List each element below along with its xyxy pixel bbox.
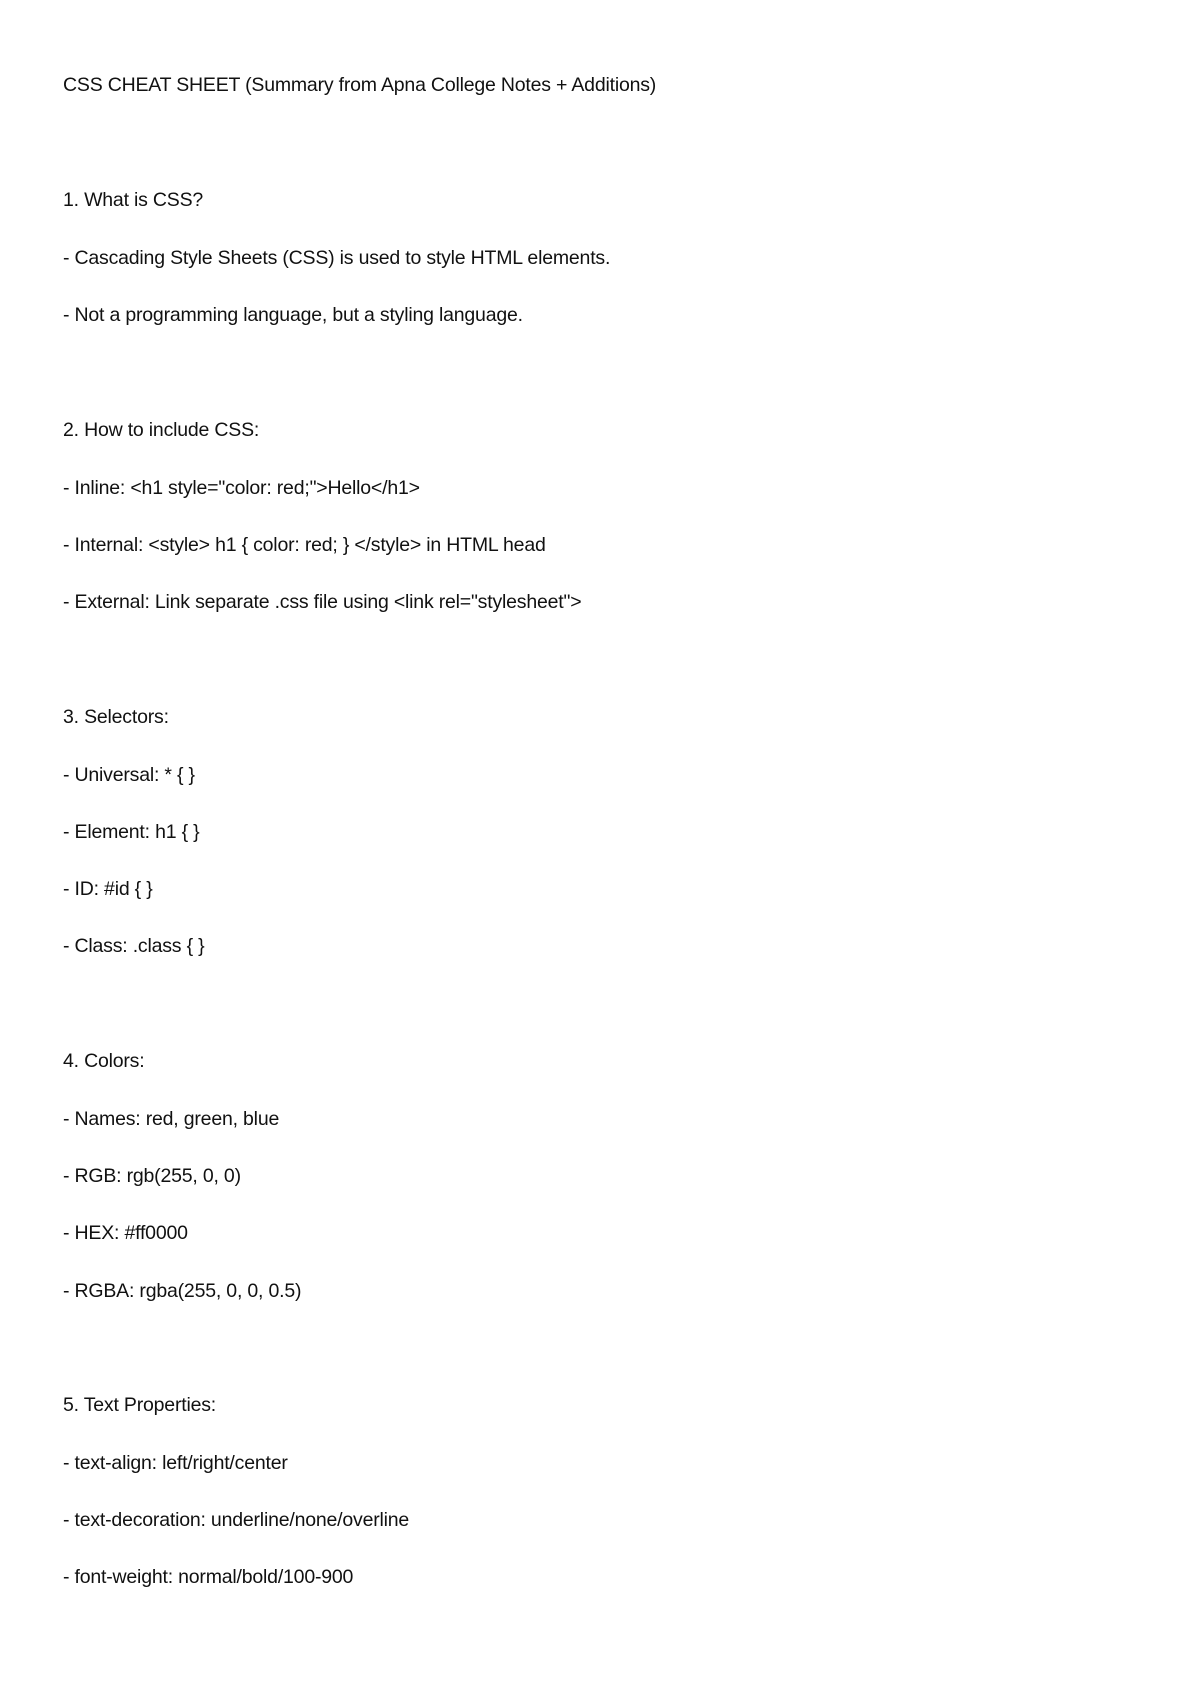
list-item: - Universal: * { } xyxy=(63,764,195,786)
section-heading-colors: 4. Colors: xyxy=(63,1050,145,1072)
list-item: - HEX: #ff0000 xyxy=(63,1222,188,1244)
list-item: - text-align: left/right/center xyxy=(63,1452,288,1474)
list-item: - ID: #id { } xyxy=(63,878,153,900)
list-item: - Cascading Style Sheets (CSS) is used to style HTML elements. xyxy=(63,247,611,269)
list-item: - RGBA: rgba(255, 0, 0, 0.5) xyxy=(63,1280,302,1302)
list-item: - Element: h1 { } xyxy=(63,821,200,843)
section-heading-text-properties: 5. Text Properties: xyxy=(63,1394,216,1416)
list-item: - Inline: <h1 style="color: red;">Hello</h1> xyxy=(63,477,420,499)
list-item: - text-decoration: underline/none/overline xyxy=(63,1509,410,1531)
list-item: - Class: .class { } xyxy=(63,935,205,957)
list-item: - External: Link separate .css file using <link rel="stylesheet"> xyxy=(63,591,582,613)
list-item: - Internal: <style> h1 { color: red; } </style> in HTML head xyxy=(63,534,546,556)
section-heading-how-to-include-css: 2. How to include CSS: xyxy=(63,419,260,441)
list-item: - Not a programming language, but a styling language. xyxy=(63,304,523,326)
document-title: CSS CHEAT SHEET (Summary from Apna College Notes + Additions) xyxy=(63,74,657,96)
section-heading-selectors: 3. Selectors: xyxy=(63,706,169,728)
list-item: - font-weight: normal/bold/100-900 xyxy=(63,1566,354,1588)
section-heading-what-is-css: 1. What is CSS? xyxy=(63,189,204,211)
list-item: - RGB: rgb(255, 0, 0) xyxy=(63,1165,241,1187)
list-item: - Names: red, green, blue xyxy=(63,1108,280,1130)
